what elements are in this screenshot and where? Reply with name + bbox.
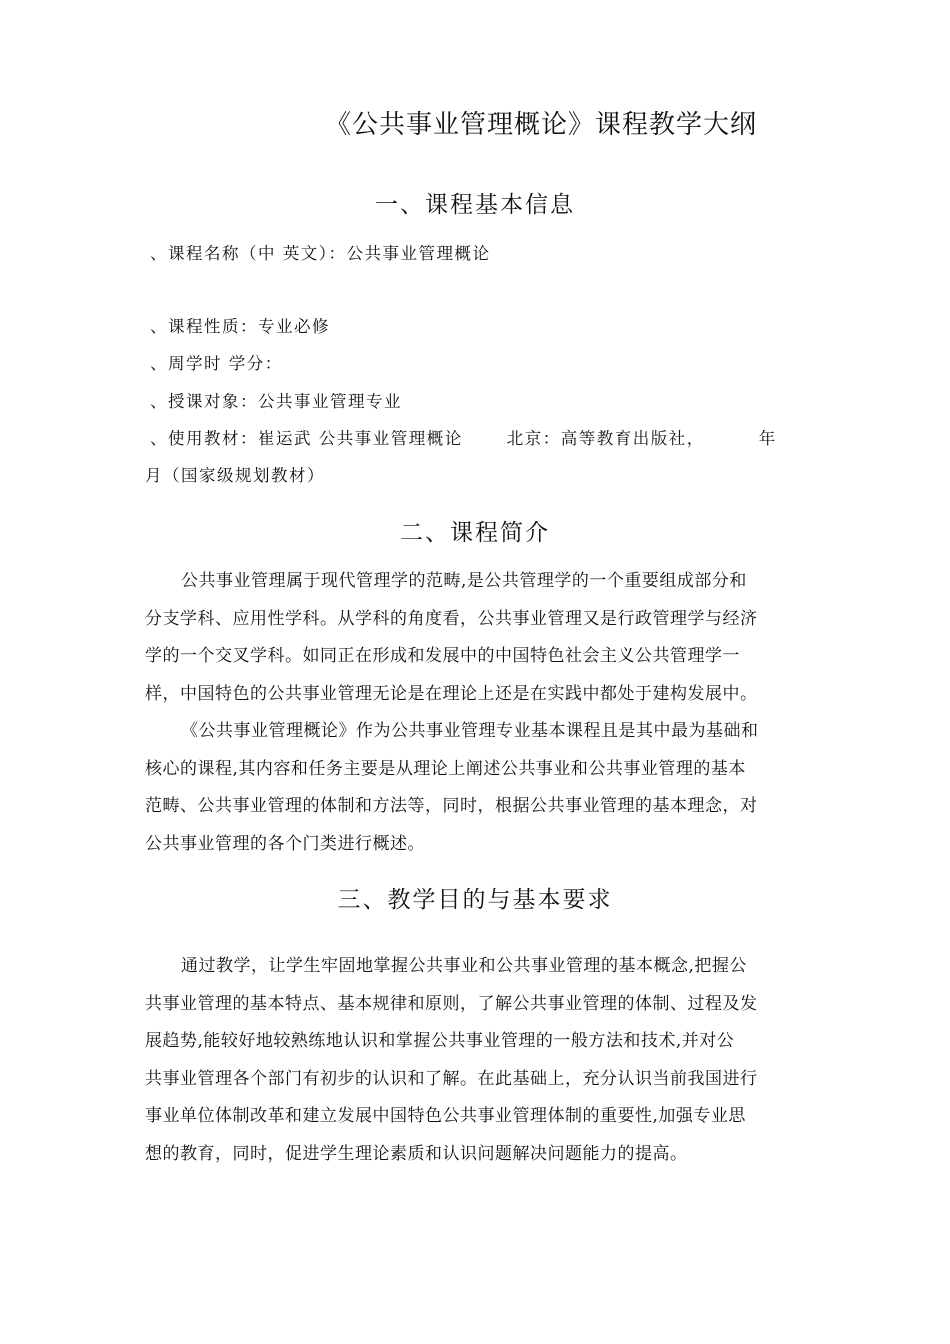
info-audience: 、授课对象：公共事业管理专业 xyxy=(150,392,402,411)
textbook-publisher: 北京：高等教育出版社， xyxy=(506,429,705,448)
paragraph-line: 公共事业管理的各个门类进行概述。 xyxy=(145,833,425,854)
info-course-name: 、课程名称（中 英文）：公共事业管理概论 xyxy=(150,244,491,263)
textbook-year: 年 xyxy=(758,429,777,448)
section1-heading: 一、课程基本信息 xyxy=(375,192,575,218)
info-textbook-line xyxy=(150,425,777,449)
paragraph-line: 展趋势,能较好地较熟练地认识和掌握公共事业管理的一般方法和技术,并对公 xyxy=(145,1031,735,1051)
section2-paragraph-1 xyxy=(145,563,813,713)
paragraph-line: 通过教学，让学生牢固地掌握公共事业和公共事业管理的基本概念,把握公 xyxy=(181,956,747,976)
paragraph-line: 想的教育，同时，促进学生理论素质和认识问题解决问题能力的提高。 xyxy=(145,1143,688,1164)
paragraph-line: 学的一个交叉学科。如同正在形成和发展中的中国特色社会主义公共管理学一 xyxy=(145,646,740,666)
info-weekly-hours: 、周学时 学分： xyxy=(150,354,283,373)
section3-paragraph-1 xyxy=(145,948,813,1173)
textbook-author-title: 、使用教材：崔运武 公共事业管理概论 xyxy=(150,429,463,448)
paragraph-line: 范畴、公共事业管理的体制和方法等，同时，根据公共事业管理的基本理念，对 xyxy=(145,796,758,816)
info-course-nature: 、课程性质：专业必修 xyxy=(150,317,330,336)
paragraph-line: 核心的课程,其内容和任务主要是从理论上阐述公共事业和公共事业管理的基本 xyxy=(145,758,746,779)
document-title: 《公共事业管理概论》课程教学大纲 xyxy=(325,110,758,140)
paragraph-line: 分支学科、应用性学科。从学科的角度看，公共事业管理又是行政管理学与经济 xyxy=(145,608,758,629)
section2-paragraph-2 xyxy=(145,713,813,863)
paragraph-line: 共事业管理的基本特点、基本规律和原则，了解公共事业管理的体制、过程及发 xyxy=(145,993,758,1014)
paragraph-line: 公共事业管理属于现代管理学的范畴,是公共管理学的一个重要组成部分和 xyxy=(181,571,747,591)
paragraph-line: 《公共事业管理概论》作为公共事业管理专业基本课程且是其中最为基础和 xyxy=(181,721,759,741)
paragraph-line: 样，中国特色的公共事业管理无论是在理论上还是在实践中都处于建构发展中。 xyxy=(145,683,758,704)
paragraph-line: 共事业管理各个部门有初步的认识和了解。在此基础上，充分认识当前我国进行 xyxy=(145,1068,758,1089)
section2-heading: 二、课程简介 xyxy=(400,520,550,546)
paragraph-line: 事业单位体制改革和建立发展中国特色公共事业管理体制的重要性,加强专业思 xyxy=(145,1106,746,1126)
info-textbook-month: 月（国家级规划教材） xyxy=(145,466,325,485)
section3-heading: 三、教学目的与基本要求 xyxy=(337,887,613,913)
